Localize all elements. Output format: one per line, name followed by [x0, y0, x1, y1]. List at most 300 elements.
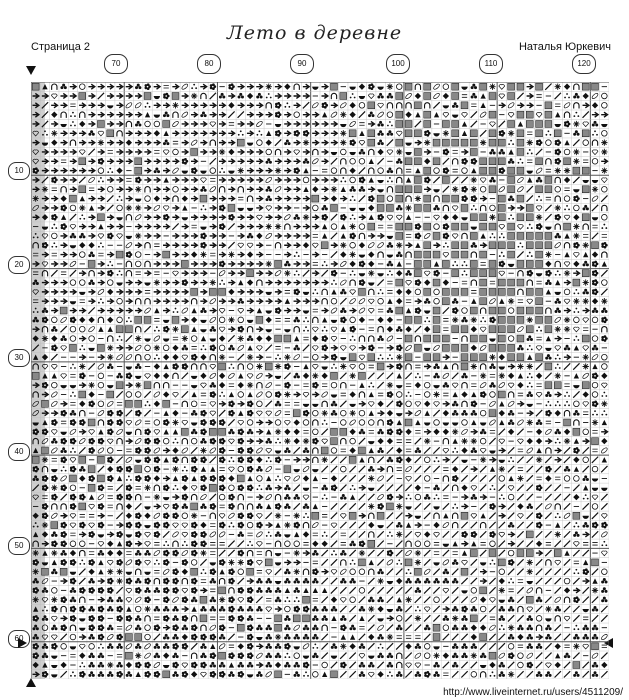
stitch-star [303, 214, 309, 220]
stitch-star [517, 363, 523, 369]
stitch-swirl [294, 112, 300, 118]
stitch-arrow [303, 93, 309, 98]
stitch-club [368, 112, 374, 118]
stitch-flower [275, 307, 281, 314]
stitch-flower [98, 624, 104, 631]
stitch-slash [51, 270, 57, 276]
stitch-club [368, 597, 374, 603]
stitch-slash [387, 597, 393, 603]
stitch-arrow [116, 103, 122, 108]
stitch-arch [61, 187, 66, 193]
stitch-slash [471, 522, 477, 528]
stitch-slash [555, 93, 561, 99]
stitch-club [471, 447, 477, 453]
stitch-flower [387, 429, 393, 436]
stitch-oval [377, 494, 385, 501]
stitch-bowl [368, 441, 374, 444]
stitch-club [368, 466, 374, 472]
stitch-slash [499, 485, 505, 491]
stitch-triangle [201, 466, 206, 471]
stitch-checker [424, 335, 431, 342]
stitch-club [452, 401, 458, 407]
stitch-checker [452, 130, 459, 137]
stitch-flower [135, 587, 141, 594]
stitch-bowl [583, 516, 589, 519]
stitch-arch [397, 653, 402, 659]
stitch-heart [210, 122, 216, 127]
stitch-arch [462, 336, 467, 342]
stitch-arrow [536, 551, 542, 556]
stitch-club [433, 485, 439, 491]
stitch-equals [52, 188, 57, 191]
stitch-bowl [163, 339, 169, 342]
stitch-checker [489, 93, 496, 100]
stitch-slash [228, 242, 234, 248]
stitch-slash [387, 569, 393, 575]
stitch-club [359, 186, 365, 192]
stitch-flower [573, 242, 579, 249]
stitch-flower [182, 559, 188, 566]
stitch-checker [424, 111, 431, 118]
stitch-club [582, 475, 588, 481]
stitch-club [321, 205, 327, 211]
stitch-equals [536, 95, 541, 98]
stitch-checker [480, 167, 487, 174]
stitch-arrow [322, 121, 328, 126]
stitch-club [601, 597, 607, 603]
stitch-slash [433, 569, 439, 575]
stitch-triangle [191, 308, 196, 313]
stitch-arrow [247, 187, 253, 192]
stitch-flower [51, 606, 57, 613]
stitch-arrow [294, 392, 300, 397]
stitch-dots [573, 308, 579, 313]
stitch-arrow [424, 429, 430, 434]
stitch-bowl [424, 348, 430, 351]
stitch-arch [369, 168, 374, 174]
stitch-slash [545, 531, 551, 537]
stitch-arrow [88, 84, 94, 89]
stitch-diamond [163, 373, 169, 379]
stitch-slash [107, 205, 113, 211]
stitch-dots [508, 457, 514, 462]
stitch-oval [125, 643, 133, 650]
stitch-arrow [303, 205, 309, 210]
stitch-dots [452, 504, 458, 509]
stitch-arrow [210, 149, 216, 154]
stitch-slash [349, 522, 355, 528]
stitch-club [275, 401, 281, 407]
stitch-triangle [266, 476, 271, 481]
stitch-club [396, 205, 402, 211]
stitch-flower [182, 363, 188, 370]
stitch-bowl [592, 488, 598, 491]
stitch-slash [508, 503, 514, 509]
stitch-slash [471, 662, 477, 668]
stitch-bowl [461, 460, 467, 463]
stitch-dots [219, 392, 225, 397]
stitch-triangle [564, 550, 569, 555]
stitch-flower [247, 456, 253, 463]
stitch-swirl [331, 168, 337, 174]
stitch-dots [79, 214, 85, 219]
stitch-equals [154, 244, 159, 247]
stitch-club [424, 578, 430, 584]
stitch-flower [303, 130, 309, 137]
stitch-checker [433, 634, 440, 641]
stitch-slash [583, 503, 589, 509]
stitch-checker [303, 596, 310, 603]
stitch-heart [368, 672, 374, 677]
stitch-club [312, 625, 318, 631]
stitch-slash [443, 662, 449, 668]
stitch-triangle [350, 634, 355, 639]
stitch-slash [536, 559, 542, 565]
stitch-arrow [79, 168, 85, 173]
stitch-flower [191, 624, 197, 631]
stitch-heart [107, 560, 113, 565]
stitch-arrow [238, 177, 244, 182]
stitch-club [555, 298, 561, 304]
stitch-slash [415, 503, 421, 509]
stitch-slash [555, 625, 561, 631]
stitch-oval [349, 419, 357, 426]
stitch-bowl [424, 311, 430, 314]
stitch-flower [443, 167, 449, 174]
stitch-equals [341, 542, 346, 545]
stitch-arrow [154, 140, 160, 145]
stitch-arrow [154, 252, 160, 257]
stitch-club [266, 438, 272, 444]
stitch-arrow [219, 159, 225, 164]
stitch-oval [274, 410, 282, 417]
stitch-arrow [88, 168, 94, 173]
stitch-arrow [461, 149, 467, 154]
stitch-arch [80, 410, 85, 416]
stitch-arrow [312, 140, 318, 145]
stitch-diamond [322, 541, 328, 547]
stitch-slash [359, 111, 365, 117]
stitch-heart [70, 523, 76, 528]
stitch-diamond [219, 373, 225, 379]
stitch-checker [470, 615, 477, 622]
stitch-checker [461, 363, 468, 370]
stitch-flower [238, 671, 244, 678]
stitch-diamond [377, 317, 383, 323]
stitch-bowl [144, 283, 150, 286]
stitch-swirl [536, 616, 542, 622]
stitch-bowl [135, 460, 141, 463]
stitch-flower [275, 456, 281, 463]
stitch-club [573, 671, 579, 677]
stitch-slash [387, 475, 393, 481]
stitch-flower [527, 662, 533, 669]
stitch-heart [182, 663, 188, 668]
stitch-checker [414, 176, 421, 183]
stitch-club [359, 429, 365, 435]
stitch-swirl [490, 541, 496, 547]
stitch-triangle [518, 121, 523, 126]
stitch-club [293, 317, 299, 323]
stitch-swirl [564, 578, 570, 584]
stitch-arrow [126, 159, 132, 164]
stitch-arrow [135, 149, 141, 154]
stitch-arrow [247, 439, 253, 444]
stitch-flower [238, 522, 244, 529]
stitch-swirl [313, 429, 319, 435]
stitch-star [545, 251, 551, 257]
stitch-bowl [247, 143, 253, 146]
stitch-swirl [555, 186, 561, 192]
stitch-flower [61, 456, 67, 463]
stitch-diamond [489, 662, 495, 668]
stitch-flower [443, 233, 449, 240]
stitch-oval [106, 633, 114, 640]
stitch-checker [526, 531, 533, 538]
stitch-arrow [322, 93, 328, 98]
stitch-club [573, 93, 579, 99]
stitch-flower [508, 652, 514, 659]
stitch-diamond [349, 447, 355, 453]
stitch-arrow [294, 299, 300, 304]
stitch-star [154, 279, 160, 285]
stitch-checker [526, 204, 533, 211]
stitch-checker [582, 83, 589, 90]
stitch-triangle [434, 261, 439, 266]
stitch-slash [527, 671, 533, 677]
stitch-dots [592, 130, 598, 135]
stitch-flower [51, 643, 57, 650]
stitch-flower [107, 419, 113, 426]
stitch-checker [489, 410, 496, 417]
stitch-checker [489, 186, 496, 193]
stitch-star [340, 363, 346, 369]
stitch-checker [377, 204, 384, 211]
stitch-arrow [210, 233, 216, 238]
stitch-arrow [163, 308, 169, 313]
stitch-swirl [378, 298, 384, 304]
stitch-arrow [499, 513, 505, 518]
stitch-arrow [256, 187, 262, 192]
stitch-equals [555, 477, 560, 480]
stitch-star [415, 559, 421, 565]
stitch-flower [89, 438, 95, 445]
stitch-slash [331, 158, 337, 164]
stitch-checker [405, 316, 412, 323]
stitch-checker [107, 130, 114, 137]
stitch-flower [126, 484, 132, 491]
stitch-equals [453, 169, 458, 172]
stitch-equals [313, 561, 318, 564]
stitch-arch [313, 420, 318, 426]
stitch-heart [574, 542, 580, 547]
stitch-flower [415, 279, 421, 286]
stitch-star [527, 139, 533, 145]
stitch-oval [144, 307, 152, 314]
stitch-slash [601, 195, 607, 201]
stitch-heart [555, 346, 561, 351]
stitch-slash [443, 550, 449, 556]
stitch-bowl [377, 273, 383, 276]
stitch-heart [126, 598, 132, 603]
stitch-star [349, 410, 355, 416]
stitch-checker [414, 204, 421, 211]
stitch-club [471, 643, 477, 649]
stitch-slash [424, 503, 430, 509]
stitch-arrow [191, 271, 197, 276]
stitch-bowl [303, 292, 309, 295]
stitch-heart [350, 346, 356, 351]
stitch-arch [462, 383, 467, 389]
stitch-arrow [228, 280, 234, 285]
stitch-checker [461, 512, 468, 519]
center-arrow-bottom-icon [26, 678, 36, 687]
stitch-equals [322, 169, 327, 172]
stitch-swirl [341, 466, 347, 472]
stitch-arch [136, 569, 141, 575]
stitch-diamond [536, 438, 542, 444]
stitch-club [303, 634, 309, 640]
stitch-arch [397, 103, 402, 109]
stitch-heart [527, 299, 533, 304]
stitch-oval [293, 624, 301, 631]
stitch-swirl [313, 205, 319, 211]
stitch-dots [508, 214, 514, 219]
stitch-flower [79, 494, 85, 501]
stitch-arrow [256, 196, 262, 201]
stitch-flower [182, 475, 188, 482]
stitch-slash [340, 522, 346, 528]
stitch-diamond [443, 279, 449, 285]
stitch-triangle [322, 233, 327, 238]
stitch-diamond [573, 261, 579, 267]
stitch-arch [406, 541, 411, 547]
stitch-diamond [154, 130, 160, 136]
stitch-checker [405, 121, 412, 128]
stitch-arrow [116, 159, 122, 164]
stitch-arrow [508, 364, 514, 369]
stitch-checker [79, 158, 86, 165]
stitch-star [88, 382, 94, 388]
stitch-slash [601, 466, 607, 472]
stitch-checker [51, 522, 58, 529]
stitch-club [275, 531, 281, 537]
stitch-checker [498, 214, 505, 221]
stitch-arch [341, 383, 346, 389]
stitch-slash [555, 466, 561, 472]
stitch-flower [61, 410, 67, 417]
stitch-equals [415, 431, 420, 434]
stitch-slash [349, 503, 355, 509]
stitch-star [601, 149, 607, 155]
stitch-club [545, 625, 551, 631]
stitch-bowl [191, 385, 197, 388]
stitch-slash [601, 494, 607, 500]
stitch-slash [433, 447, 439, 453]
stitch-bowl [163, 497, 169, 500]
stitch-arrow [51, 205, 57, 210]
stitch-flower [51, 214, 57, 221]
stitch-club [98, 671, 104, 677]
stitch-arrow [70, 289, 76, 294]
stitch-bowl [210, 339, 216, 342]
stitch-flower [172, 363, 178, 370]
stitch-star [349, 373, 355, 379]
stitch-heart [601, 383, 607, 388]
stitch-checker [498, 335, 505, 342]
stitch-club [527, 625, 533, 631]
stitch-arrow [312, 252, 318, 257]
stitch-arch [201, 625, 206, 631]
stitch-diamond [172, 410, 178, 416]
stitch-equals [359, 123, 364, 126]
stitch-swirl [546, 140, 552, 146]
stitch-bowl [592, 478, 598, 481]
stitch-star [228, 559, 234, 565]
stitch-flower [238, 587, 244, 594]
stitch-slash [592, 597, 598, 603]
stitch-bowl [60, 385, 66, 388]
stitch-equals [173, 141, 178, 144]
stitch-checker [480, 223, 487, 230]
stitch-club [107, 606, 113, 612]
stitch-equals [303, 542, 308, 545]
stitch-checker [181, 428, 188, 435]
stitch-arch [294, 327, 299, 333]
stitch-slash [555, 578, 561, 584]
stitch-arch [164, 383, 169, 389]
stitch-swirl [602, 354, 608, 360]
stitch-flower [387, 391, 393, 398]
stitch-star [573, 233, 579, 239]
column-marker: 110 [479, 54, 503, 74]
stitch-checker [489, 344, 496, 351]
stitch-arrow [238, 159, 244, 164]
stitch-arch [313, 448, 318, 454]
stitch-checker [275, 615, 282, 622]
stitch-diamond [79, 653, 85, 659]
stitch-club [564, 345, 570, 351]
stitch-arch [453, 159, 458, 165]
stitch-arrow [256, 84, 262, 89]
stitch-arrow [191, 131, 197, 136]
stitch-flower [359, 279, 365, 286]
stitch-slash [256, 597, 262, 603]
stitch-swirl [275, 420, 281, 426]
stitch-flower [359, 177, 365, 184]
stitch-swirl [219, 317, 225, 323]
stitch-arrow [592, 112, 598, 117]
stitch-flower [117, 410, 123, 417]
stitch-heart [229, 439, 235, 444]
stitch-bowl [303, 656, 309, 659]
stitch-equals [303, 384, 308, 387]
stitch-arrow [51, 168, 57, 173]
stitch-bowl [452, 115, 458, 118]
row-marker: 50 [8, 537, 30, 555]
stitch-flower [275, 391, 281, 398]
stitch-triangle [247, 392, 252, 397]
stitch-checker [442, 288, 449, 295]
stitch-slash [592, 531, 598, 537]
stitch-diamond [443, 653, 449, 659]
stitch-flower [247, 596, 253, 603]
stitch-club [424, 298, 430, 304]
stitch-heart [89, 523, 95, 528]
stitch-flower [499, 167, 505, 174]
stitch-slash [471, 111, 477, 117]
stitch-club [256, 625, 262, 631]
